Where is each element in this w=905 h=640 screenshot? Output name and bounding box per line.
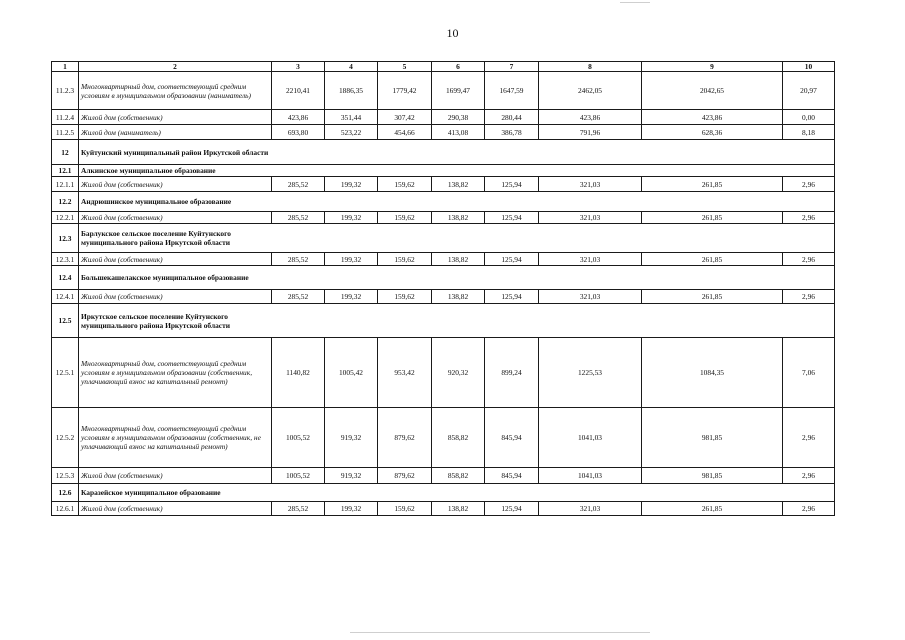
value-cell: 2,96 — [783, 408, 835, 468]
value-cell: 199,32 — [325, 253, 378, 266]
table-row — [52, 125, 835, 140]
page-number: 10 — [446, 26, 459, 40]
row-code: 12.4 — [52, 266, 79, 290]
value-cell: 125,94 — [485, 502, 539, 516]
row-description: Жилой дом (наниматель) — [79, 125, 272, 140]
header-cell: 6 — [432, 62, 485, 72]
header-cell: 2 — [79, 62, 272, 72]
header-cell: 4 — [325, 62, 378, 72]
value-cell: 125,94 — [485, 253, 539, 266]
value-cell: 159,62 — [378, 253, 432, 266]
value-cell: 321,03 — [539, 290, 642, 304]
value-cell: 919,32 — [325, 408, 378, 468]
header-cell: 3 — [272, 62, 325, 72]
tariff-table — [51, 61, 835, 516]
value-cell: 351,44 — [325, 110, 378, 125]
table-row — [52, 408, 835, 468]
value-cell: 953,42 — [378, 338, 432, 408]
value-cell: 138,82 — [432, 212, 485, 224]
table-row — [52, 110, 835, 125]
value-cell: 413,08 — [432, 125, 485, 140]
value-cell: 321,03 — [539, 212, 642, 224]
section-title-text: Андрюшинское муниципальное образование — [81, 197, 232, 207]
section-row — [52, 484, 835, 502]
value-cell: 2,96 — [783, 212, 835, 224]
value-cell: 2210,41 — [272, 72, 325, 110]
value-cell: 261,85 — [642, 253, 783, 266]
value-cell: 919,32 — [325, 468, 378, 484]
section-row — [52, 140, 835, 165]
value-cell: 1647,59 — [485, 72, 539, 110]
value-cell: 628,36 — [642, 125, 783, 140]
value-cell: 125,94 — [485, 290, 539, 304]
section-title — [79, 304, 835, 338]
value-cell: 280,44 — [485, 110, 539, 125]
value-cell: 159,62 — [378, 502, 432, 516]
table-row — [52, 177, 835, 192]
value-cell: 290,38 — [432, 110, 485, 125]
value-cell: 159,62 — [378, 290, 432, 304]
row-description: Жилой дом (собственник) — [79, 290, 272, 304]
row-code: 12 — [52, 140, 79, 165]
table-row — [52, 212, 835, 224]
row-code: 12.2 — [52, 192, 79, 212]
row-description: Многоквартирный дом, соответствующий средним условиям в муниципальном образовании (наниматель) — [79, 72, 272, 110]
value-cell: 2,96 — [783, 290, 835, 304]
row-description: Жилой дом (собственник) — [79, 502, 272, 516]
row-description: Жилой дом (собственник) — [79, 212, 272, 224]
value-cell: 693,80 — [272, 125, 325, 140]
section-title — [79, 224, 835, 253]
value-cell: 321,03 — [539, 177, 642, 192]
section-title — [79, 165, 835, 177]
row-code: 12.5.3 — [52, 468, 79, 484]
value-cell: 879,62 — [378, 408, 432, 468]
row-description: Многоквартирный дом, соответствующий средним условиям в муниципальном образовании (собственник, уплачивающий взнос на капитальный ремонт) — [79, 338, 272, 408]
value-cell: 879,62 — [378, 468, 432, 484]
value-cell: 1005,42 — [325, 338, 378, 408]
value-cell: 138,82 — [432, 290, 485, 304]
section-title-text: Алкинское муниципальное образование — [81, 166, 216, 176]
value-cell: 845,94 — [485, 468, 539, 484]
section-title-text: Каразейское муниципальное образование — [81, 488, 221, 498]
value-cell: 845,94 — [485, 408, 539, 468]
value-cell: 981,85 — [642, 408, 783, 468]
value-cell: 285,52 — [272, 502, 325, 516]
value-cell: 1886,35 — [325, 72, 378, 110]
header-cell: 8 — [539, 62, 642, 72]
header-cell: 7 — [485, 62, 539, 72]
value-cell: 423,86 — [642, 110, 783, 125]
section-title-text: Куйтунский муниципальный район Иркутской области — [81, 147, 269, 157]
value-cell: 321,03 — [539, 502, 642, 516]
value-cell: 285,52 — [272, 253, 325, 266]
value-cell: 2,96 — [783, 177, 835, 192]
table-row — [52, 290, 835, 304]
header-cell: 1 — [52, 62, 79, 72]
section-title-text: Большекашелакское муниципальное образование — [81, 273, 249, 283]
value-cell: 920,32 — [432, 338, 485, 408]
row-description: Жилой дом (собственник) — [79, 253, 272, 266]
header-cell: 10 — [783, 62, 835, 72]
value-cell: 261,85 — [642, 212, 783, 224]
row-code: 12.1.1 — [52, 177, 79, 192]
table-body — [52, 62, 835, 516]
row-code: 12.4.1 — [52, 290, 79, 304]
row-description: Жилой дом (собственник) — [79, 110, 272, 125]
value-cell: 125,94 — [485, 177, 539, 192]
value-cell: 2,96 — [783, 502, 835, 516]
table-row — [52, 338, 835, 408]
section-title-text: Иркутское сельское поселение Куйтунского муниципального района Иркутской области — [81, 311, 230, 330]
row-code: 12.6.1 — [52, 502, 79, 516]
value-cell: 899,24 — [485, 338, 539, 408]
value-cell: 1041,03 — [539, 408, 642, 468]
value-cell: 138,82 — [432, 253, 485, 266]
row-code: 12.6 — [52, 484, 79, 502]
table-row — [52, 72, 835, 110]
value-cell: 2,96 — [783, 253, 835, 266]
section-row — [52, 304, 835, 338]
value-cell: 1005,52 — [272, 468, 325, 484]
value-cell: 159,62 — [378, 177, 432, 192]
value-cell: 2,96 — [783, 468, 835, 484]
section-title — [79, 266, 835, 290]
row-description: Жилой дом (собственник) — [79, 468, 272, 484]
value-cell: 307,42 — [378, 110, 432, 125]
row-code: 11.2.3 — [52, 72, 79, 110]
value-cell: 199,32 — [325, 290, 378, 304]
row-code: 11.2.5 — [52, 125, 79, 140]
value-cell: 386,78 — [485, 125, 539, 140]
row-description: Многоквартирный дом, соответствующий средним условиям в муниципальном образовании (собственник, не уплачивающий взнос на капитальный ремонт) — [79, 408, 272, 468]
section-row — [52, 266, 835, 290]
value-cell: 8,18 — [783, 125, 835, 140]
header-row — [52, 62, 835, 72]
value-cell: 0,00 — [783, 110, 835, 125]
scan-artifact — [620, 2, 650, 3]
value-cell: 2042,65 — [642, 72, 783, 110]
section-title — [79, 192, 835, 212]
value-cell: 1041,03 — [539, 468, 642, 484]
value-cell: 423,86 — [539, 110, 642, 125]
value-cell: 20,97 — [783, 72, 835, 110]
section-title-text: Барлукское сельское поселение Куйтунского муниципального района Иркутской области — [81, 229, 231, 248]
value-cell: 7,06 — [783, 338, 835, 408]
value-cell: 1140,82 — [272, 338, 325, 408]
section-row — [52, 192, 835, 212]
value-cell: 285,52 — [272, 212, 325, 224]
row-code: 12.5 — [52, 304, 79, 338]
value-cell: 1225,53 — [539, 338, 642, 408]
row-code: 12.3 — [52, 224, 79, 253]
section-title — [79, 140, 835, 165]
row-code: 12.1 — [52, 165, 79, 177]
table-row — [52, 502, 835, 516]
value-cell: 1699,47 — [432, 72, 485, 110]
value-cell: 199,32 — [325, 177, 378, 192]
value-cell: 199,32 — [325, 502, 378, 516]
row-description: Жилой дом (собственник) — [79, 177, 272, 192]
value-cell: 791,96 — [539, 125, 642, 140]
row-code: 11.2.4 — [52, 110, 79, 125]
scan-artifact — [350, 632, 650, 633]
value-cell: 285,52 — [272, 290, 325, 304]
value-cell: 2462,05 — [539, 72, 642, 110]
value-cell: 1005,52 — [272, 408, 325, 468]
value-cell: 125,94 — [485, 212, 539, 224]
value-cell: 858,82 — [432, 408, 485, 468]
value-cell: 199,32 — [325, 212, 378, 224]
table-row — [52, 468, 835, 484]
section-row — [52, 165, 835, 177]
value-cell: 981,85 — [642, 468, 783, 484]
value-cell: 454,66 — [378, 125, 432, 140]
value-cell: 1779,42 — [378, 72, 432, 110]
section-row — [52, 224, 835, 253]
row-code: 12.3.1 — [52, 253, 79, 266]
value-cell: 523,22 — [325, 125, 378, 140]
value-cell: 858,82 — [432, 468, 485, 484]
header-cell: 9 — [642, 62, 783, 72]
value-cell: 138,82 — [432, 177, 485, 192]
value-cell: 423,86 — [272, 110, 325, 125]
value-cell: 321,03 — [539, 253, 642, 266]
value-cell: 261,85 — [642, 290, 783, 304]
header-cell: 5 — [378, 62, 432, 72]
value-cell: 159,62 — [378, 212, 432, 224]
section-title — [79, 484, 835, 502]
value-cell: 261,85 — [642, 177, 783, 192]
value-cell: 261,85 — [642, 502, 783, 516]
value-cell: 285,52 — [272, 177, 325, 192]
table-row — [52, 253, 835, 266]
row-code: 12.2.1 — [52, 212, 79, 224]
value-cell: 1084,35 — [642, 338, 783, 408]
row-code: 12.5.1 — [52, 338, 79, 408]
row-code: 12.5.2 — [52, 408, 79, 468]
value-cell: 138,82 — [432, 502, 485, 516]
